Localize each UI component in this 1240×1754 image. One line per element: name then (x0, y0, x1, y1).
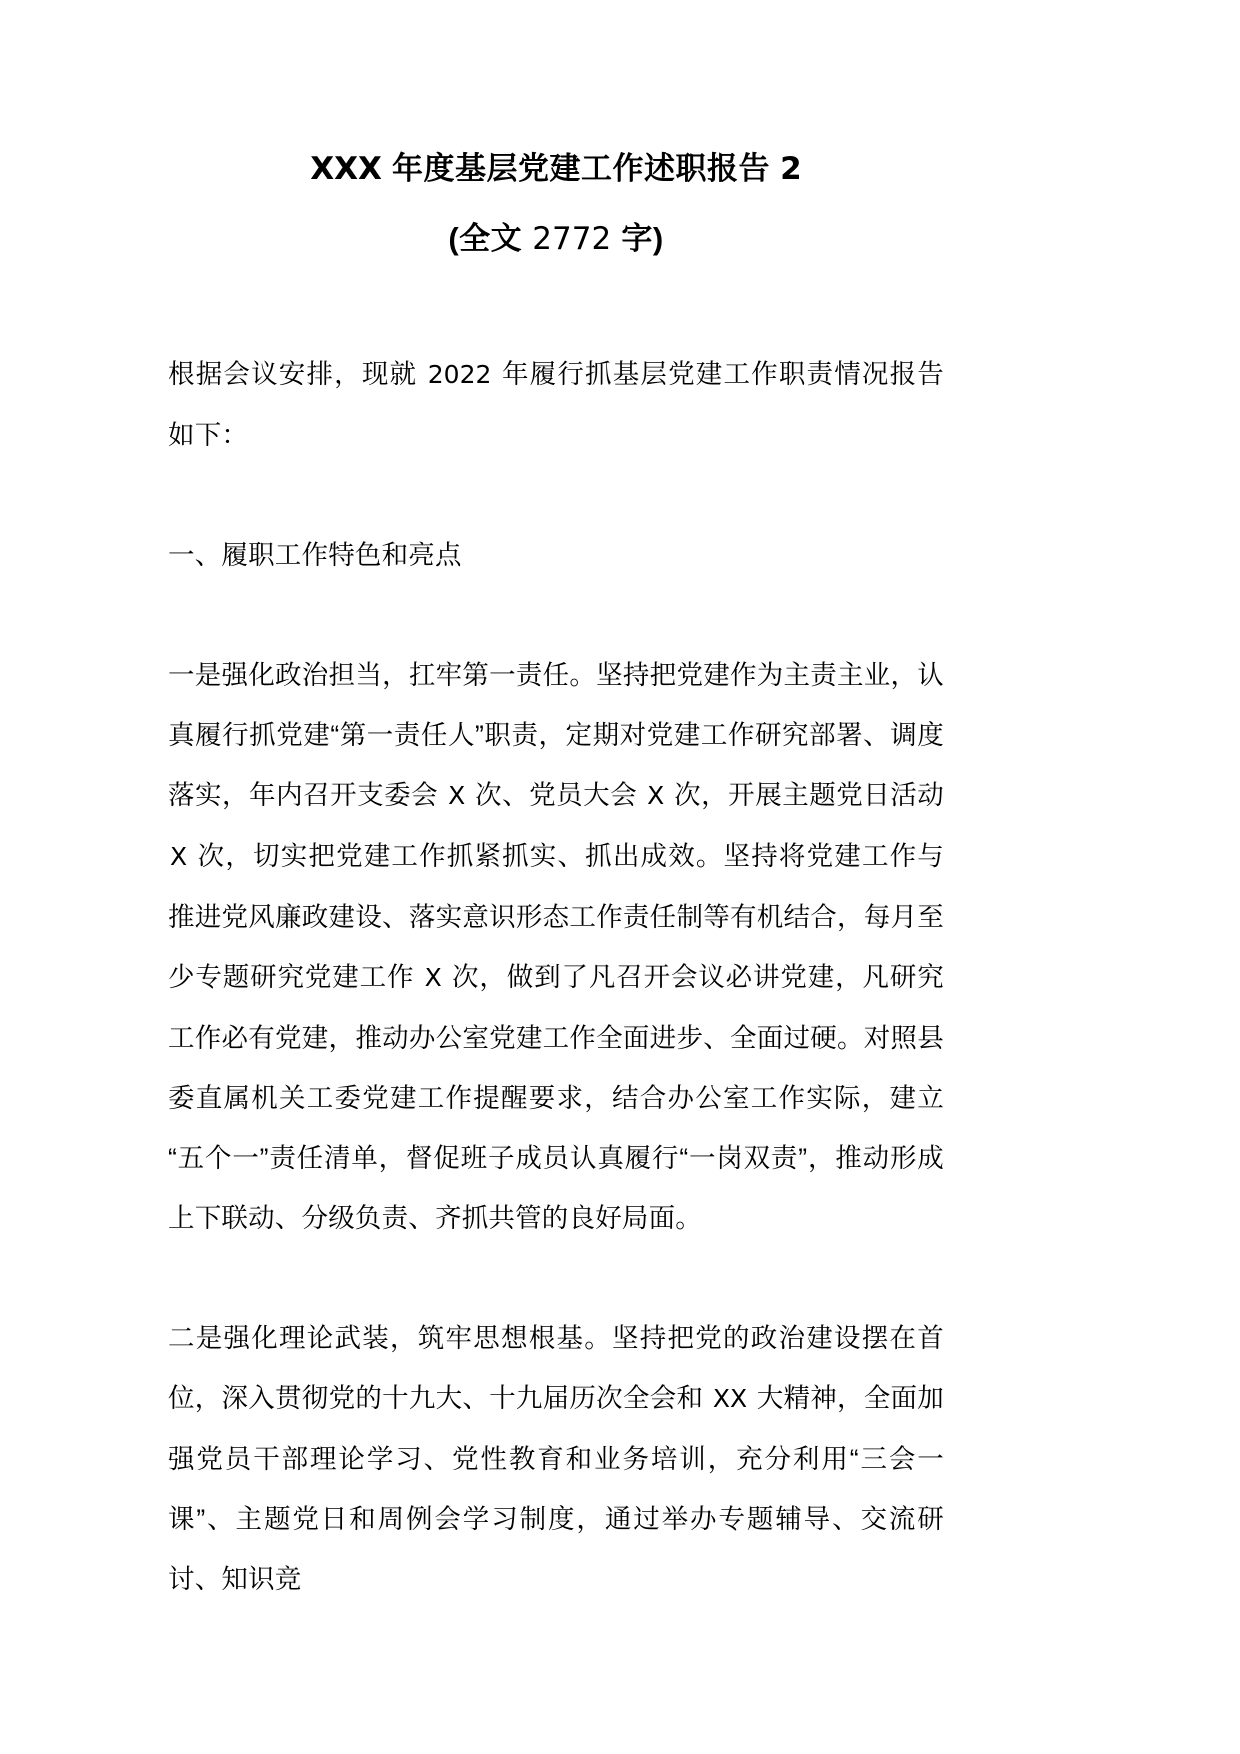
title-main: 年度基层党建工作述职报告 (382, 151, 780, 186)
cjk-run: 一是强化政治担当，扛牢第一责任。坚持把党建作为主责主业，认真履行抓党建“第一责任人”职责，定期对党建工作研究部署、调度落实，年内召开支委会 (168, 660, 944, 810)
latin-run: XX (712, 1384, 748, 1413)
body-paragraph (168, 645, 944, 1248)
section-heading-one: 一、履职工作特色和亮点 (168, 540, 462, 570)
subtitle-close: 字) (612, 221, 664, 256)
cjk-run: 次，开展主题党日活动 (666, 780, 945, 810)
latin-run: X (424, 963, 442, 992)
subtitle-open: (全文 (448, 221, 532, 256)
latin-run: X (647, 781, 665, 810)
title-suffix: 2 (780, 151, 802, 187)
document-title (168, 138, 944, 200)
cjk-run: 次，切实把党建工作抓紧抓实、抓出成效。坚持将党建工作与推进党风廉政建设、落实意识形态工作责任制等有机结合，每月至少专题研究党建工作 (168, 841, 944, 992)
intro-year: 2022 (427, 360, 492, 389)
latin-run: X (448, 781, 466, 810)
document-body (168, 344, 944, 1609)
title-prefix: XXX (310, 151, 382, 187)
intro-after-year: 年履行抓基层党建工作职责情况报告如下： (168, 359, 944, 450)
cjk-run: 二是强化理论武装，筑牢思想根基。坚持把党的政治建设摆在首位，深入贯彻党的十九大、十九届历次全会和 (168, 1323, 944, 1413)
document-content (168, 0, 944, 1609)
cjk-run: 次、党员大会 (467, 780, 646, 810)
intro-before-year: 根据会议安排，现就 (168, 359, 426, 389)
intro-paragraph (168, 344, 944, 465)
cjk-run: 大精神，全面加强党员干部理论学习、党性教育和业务培训，充分利用“三会一课”、主题党日和周例会学习制度，通过举办专题辅导、交流研讨、知识竞 (168, 1383, 944, 1594)
cjk-run: 次，做到了凡召开会议必讲党建，凡研究工作必有党建，推动办公室党建工作全面进步、全面过硬。对照县委直属机关工委党建工作提醒要求，结合办公室工作实际，建立“五个一”责任清单，督促班子成员认真履行“一岗双责”，推动形成上下联动、分级负责、齐抓共管的良好局面。 (168, 962, 944, 1233)
title-block (168, 0, 944, 270)
body-paragraph (168, 1308, 944, 1609)
latin-run: X (170, 842, 188, 871)
document-subtitle (168, 208, 944, 270)
subtitle-word-count: 2772 (532, 221, 612, 257)
